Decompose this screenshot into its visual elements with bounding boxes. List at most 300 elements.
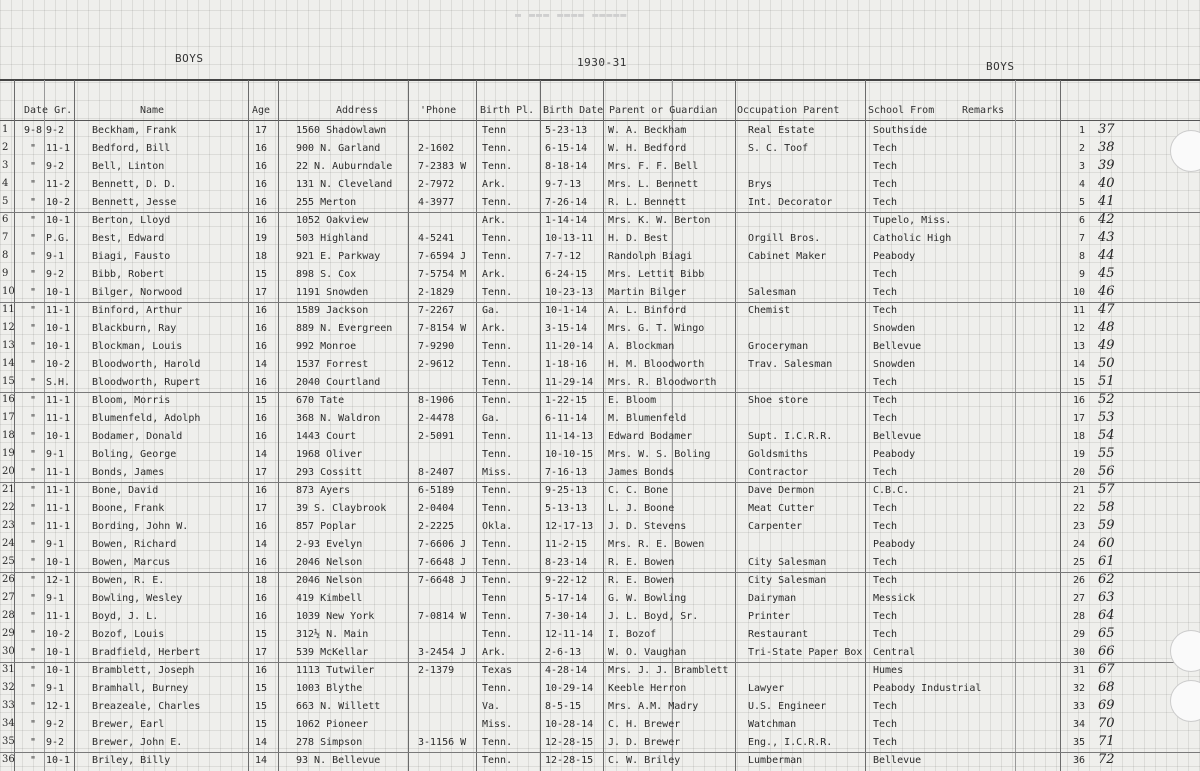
remarks-number: 9 [1078, 269, 1085, 280]
remarks-number: 26 [1072, 575, 1085, 586]
birth-place-cell: Tenn. [482, 737, 513, 748]
birth-place-cell: Tenn. [482, 449, 513, 460]
row-number: 29 [2, 628, 15, 639]
row-number: 18 [2, 430, 15, 441]
row-number: 2 [2, 142, 9, 153]
row-number: 5 [2, 196, 9, 207]
birth-date-cell: 10-23-13 [545, 287, 594, 298]
grade-cell: 10-1 [46, 323, 71, 334]
birth-place-cell: Miss. [482, 719, 513, 730]
birth-date-cell: 11-29-14 [545, 377, 594, 388]
occupation-cell: Goldsmiths [748, 449, 809, 460]
school-cell: Tech [873, 377, 898, 388]
row-number: 7 [2, 232, 9, 243]
birth-date-cell: 5-17-14 [545, 593, 588, 604]
parent-cell: A. L. Binford [608, 305, 687, 316]
name-cell: Bowling, Wesley [92, 593, 183, 604]
date-cell: " [29, 179, 37, 190]
parent-cell: J. L. Boyd, Sr. [608, 611, 699, 622]
parent-cell: Mrs. A.M. Madry [608, 701, 699, 712]
age-cell: 16 [255, 557, 268, 568]
age-cell: 16 [255, 485, 268, 496]
occupation-cell: Chemist [748, 305, 791, 316]
column-header-school-from: School From [868, 105, 935, 116]
handwritten-number: 37 [1098, 122, 1115, 137]
date-cell: " [29, 575, 37, 586]
date-cell: " [29, 647, 37, 658]
date-cell: " [29, 287, 37, 298]
row-number: 25 [2, 556, 15, 567]
birth-place-cell: Tenn. [482, 431, 513, 442]
address-cell: 22 N. Auburndale [296, 161, 393, 172]
address-cell: 278 Simpson [296, 737, 363, 748]
school-cell: Bellevue [873, 755, 922, 766]
header-rule [0, 120, 1200, 121]
column-header-occupation-parent: Occupation Parent [737, 105, 840, 116]
row-number: 31 [2, 664, 15, 675]
school-cell: C.B.C. [873, 485, 910, 496]
grade-cell: 11-1 [46, 485, 71, 496]
birth-place-cell: Tenn [482, 593, 507, 604]
name-cell: Briley, Billy [92, 755, 171, 766]
parent-cell: W. O. Vaughan [608, 647, 687, 658]
phone-cell: 2-4478 [418, 413, 455, 424]
birth-place-cell: Tenn. [482, 251, 513, 262]
address-cell: 1191 Snowden [296, 287, 369, 298]
school-cell: Tech [873, 611, 898, 622]
grade-cell: 11-1 [46, 521, 71, 532]
birth-date-cell: 7-30-14 [545, 611, 588, 622]
age-cell: 15 [255, 629, 268, 640]
remarks-number: 27 [1072, 593, 1085, 604]
handwritten-number: 71 [1098, 734, 1115, 749]
table-row [0, 752, 1200, 770]
address-cell: 992 Monroe [296, 341, 357, 352]
parent-cell: Randolph Biagi [608, 251, 693, 262]
parent-cell: Mrs. J. J. Bramblett [608, 665, 729, 676]
row-number: 15 [2, 376, 15, 387]
birth-date-cell: 12-28-15 [545, 755, 594, 766]
grade-cell: 10-1 [46, 665, 71, 676]
remarks-number: 24 [1072, 539, 1085, 550]
age-cell: 16 [255, 305, 268, 316]
handwritten-number: 53 [1098, 410, 1115, 425]
remarks-number: 29 [1072, 629, 1085, 640]
row-number: 13 [2, 340, 15, 351]
school-cell: Bellevue [873, 341, 922, 352]
occupation-cell: City Salesman [748, 575, 827, 586]
phone-cell: 2-2225 [418, 521, 455, 532]
date-cell: " [29, 377, 37, 388]
phone-cell: 2-9612 [418, 359, 455, 370]
date-cell: " [29, 269, 37, 280]
occupation-cell: Eng., I.C.R.R. [748, 737, 833, 748]
address-cell: 1537 Forrest [296, 359, 369, 370]
phone-cell: 7-9290 [418, 341, 455, 352]
grade-cell: 10-1 [46, 755, 71, 766]
parent-cell: Mrs. Lettit Bibb [608, 269, 705, 280]
parent-cell: R. E. Bowen [608, 575, 675, 586]
remarks-number: 8 [1078, 251, 1085, 262]
parent-cell: H. D. Best [608, 233, 669, 244]
grade-cell: 10-1 [46, 215, 71, 226]
phone-cell: 2-1829 [418, 287, 455, 298]
age-cell: 15 [255, 395, 268, 406]
row-number: 4 [2, 178, 9, 189]
address-cell: 1039 New York [296, 611, 375, 622]
date-cell: " [29, 449, 37, 460]
school-cell: Tech [873, 701, 898, 712]
age-cell: 16 [255, 179, 268, 190]
age-cell: 14 [255, 359, 268, 370]
name-cell: Bording, John W. [92, 521, 189, 532]
occupation-cell: Orgill Bros. [748, 233, 821, 244]
birth-date-cell: 6-15-14 [545, 143, 588, 154]
phone-cell: 2-5091 [418, 431, 455, 442]
handwritten-number: 48 [1098, 320, 1115, 335]
school-cell: Peabody [873, 449, 916, 460]
birth-date-cell: 10-28-14 [545, 719, 594, 730]
phone-cell: 7-6606 J [418, 539, 467, 550]
birth-place-cell: Okla. [482, 521, 513, 532]
name-cell: Bonds, James [92, 467, 165, 478]
birth-place-cell: Ga. [482, 413, 501, 424]
occupation-cell: Dairyman [748, 593, 797, 604]
school-cell: Tech [873, 413, 898, 424]
address-cell: 670 Tate [296, 395, 345, 406]
table-row [0, 428, 1200, 446]
table-row [0, 230, 1200, 248]
table-row [0, 338, 1200, 356]
school-cell: Catholic High [873, 233, 952, 244]
school-cell: Tech [873, 629, 898, 640]
row-number: 8 [2, 250, 9, 261]
row-number: 22 [2, 502, 15, 513]
table-row [0, 608, 1200, 626]
school-cell: Snowden [873, 359, 916, 370]
grade-cell: 10-1 [46, 431, 71, 442]
school-cell: Tech [873, 179, 898, 190]
handwritten-number: 57 [1098, 482, 1115, 497]
phone-cell: 7-8154 W [418, 323, 467, 334]
school-cell: Tech [873, 575, 898, 586]
table-row [0, 626, 1200, 644]
row-number: 20 [2, 466, 15, 477]
date-cell: " [29, 593, 37, 604]
address-cell: 39 S. Claybrook [296, 503, 387, 514]
date-cell: " [29, 557, 37, 568]
name-cell: Bennett, Jesse [92, 197, 177, 208]
remarks-number: 14 [1072, 359, 1085, 370]
birth-place-cell: Tenn. [482, 161, 513, 172]
birth-date-cell: 2-6-13 [545, 647, 582, 658]
occupation-cell: Int. Decorator [748, 197, 833, 208]
grade-cell: 10-1 [46, 557, 71, 568]
name-cell: Binford, Arthur [92, 305, 183, 316]
date-cell: " [29, 737, 37, 748]
age-cell: 16 [255, 377, 268, 388]
birth-date-cell: 9-25-13 [545, 485, 588, 496]
remarks-number: 6 [1078, 215, 1085, 226]
school-cell: Peabody Industrial [873, 683, 982, 694]
row-number: 24 [2, 538, 15, 549]
age-cell: 16 [255, 521, 268, 532]
birth-date-cell: 10-29-14 [545, 683, 594, 694]
school-cell: Tech [873, 737, 898, 748]
grade-cell: 10-1 [46, 341, 71, 352]
address-cell: 2046 Nelson [296, 575, 363, 586]
table-row [0, 536, 1200, 554]
date-cell: " [29, 233, 37, 244]
date-cell: " [29, 611, 37, 622]
birth-place-cell: Tenn. [482, 377, 513, 388]
birth-place-cell: Tenn. [482, 575, 513, 586]
school-cell: Bellevue [873, 431, 922, 442]
date-cell: " [29, 683, 37, 694]
occupation-cell: S. C. Toof [748, 143, 809, 154]
table-row [0, 320, 1200, 338]
occupation-cell: Lawyer [748, 683, 785, 694]
birth-date-cell: 10-13-11 [545, 233, 594, 244]
name-cell: Bramblett, Joseph [92, 665, 195, 676]
name-cell: Bilger, Norwood [92, 287, 183, 298]
handwritten-number: 59 [1098, 518, 1115, 533]
birth-place-cell: Tenn. [482, 341, 513, 352]
age-cell: 16 [255, 413, 268, 424]
grade-cell: 11-1 [46, 611, 71, 622]
remarks-number: 16 [1072, 395, 1085, 406]
name-cell: Blockman, Louis [92, 341, 183, 352]
school-cell: Tech [873, 521, 898, 532]
age-cell: 16 [255, 341, 268, 352]
date-cell: " [29, 467, 37, 478]
handwritten-number: 49 [1098, 338, 1115, 353]
handwritten-number: 68 [1098, 680, 1115, 695]
phone-cell: 7-0814 W [418, 611, 467, 622]
remarks-number: 35 [1072, 737, 1085, 748]
address-cell: 873 Ayers [296, 485, 351, 496]
parent-cell: E. Bloom [608, 395, 657, 406]
birth-date-cell: 11-20-14 [545, 341, 594, 352]
address-cell: 312½ N. Main [296, 629, 369, 640]
table-row [0, 500, 1200, 518]
birth-date-cell: 10-1-14 [545, 305, 588, 316]
row-number: 35 [2, 736, 15, 747]
birth-place-cell: Tenn. [482, 359, 513, 370]
address-cell: 1968 Oliver [296, 449, 363, 460]
remarks-number: 23 [1072, 521, 1085, 532]
table-row [0, 266, 1200, 284]
table-row [0, 176, 1200, 194]
parent-cell: I. Bozof [608, 629, 657, 640]
parent-cell: Mrs. R. E. Bowen [608, 539, 705, 550]
school-cell: Tech [873, 269, 898, 280]
row-number: 21 [2, 484, 15, 495]
occupation-cell: Watchman [748, 719, 797, 730]
parent-cell: Mrs. K. W. Berton [608, 215, 711, 226]
phone-cell: 2-1602 [418, 143, 455, 154]
handwritten-number: 66 [1098, 644, 1115, 659]
birth-place-cell: Tenn. [482, 287, 513, 298]
age-cell: 15 [255, 719, 268, 730]
birth-date-cell: 1-14-14 [545, 215, 588, 226]
row-number: 27 [2, 592, 15, 603]
phone-cell: 2-0404 [418, 503, 455, 514]
address-cell: 663 N. Willett [296, 701, 381, 712]
column-header-age: Age [252, 105, 271, 116]
parent-cell: Edward Bodamer [608, 431, 693, 442]
birth-date-cell: 7-26-14 [545, 197, 588, 208]
birth-date-cell: 6-11-14 [545, 413, 588, 424]
bleed-through-text: ▬ ▬▬▬ ▬▬▬▬ ▬▬▬▬▬ [515, 10, 628, 21]
date-cell: " [29, 143, 37, 154]
name-cell: Bell, Linton [92, 161, 165, 172]
row-number: 9 [2, 268, 9, 279]
address-cell: 1443 Court [296, 431, 357, 442]
parent-cell: C. H. Brewer [608, 719, 681, 730]
header-center-label: 1930-31 [577, 56, 627, 69]
row-number: 26 [2, 574, 15, 585]
school-cell: Peabody [873, 251, 916, 262]
handwritten-number: 47 [1098, 302, 1115, 317]
remarks-number: 20 [1072, 467, 1085, 478]
grade-cell: 11-1 [46, 467, 71, 478]
row-number: 14 [2, 358, 15, 369]
age-cell: 14 [255, 539, 268, 550]
birth-date-cell: 5-23-13 [545, 125, 588, 136]
name-cell: Bibb, Robert [92, 269, 165, 280]
date-cell: " [29, 665, 37, 676]
row-number: 36 [2, 754, 15, 765]
date-cell: " [29, 215, 37, 226]
birth-place-cell: Ark. [482, 269, 507, 280]
phone-cell: 7-6648 J [418, 575, 467, 586]
remarks-number: 36 [1072, 755, 1085, 766]
row-number: 23 [2, 520, 15, 531]
grade-cell: 10-2 [46, 629, 71, 640]
address-cell: 2-93 Evelyn [296, 539, 363, 550]
parent-cell: R. L. Bennett [608, 197, 687, 208]
date-cell: " [29, 413, 37, 424]
table-row [0, 662, 1200, 680]
birth-date-cell: 12-17-13 [545, 521, 594, 532]
remarks-number: 13 [1072, 341, 1085, 352]
name-cell: Berton, Lloyd [92, 215, 171, 226]
school-cell: Humes [873, 665, 904, 676]
grade-cell: 11-2 [46, 179, 71, 190]
date-cell: " [29, 251, 37, 262]
phone-cell: 2-7972 [418, 179, 455, 190]
column-header-address: Address [336, 105, 379, 116]
birth-place-cell: Va. [482, 701, 501, 712]
remarks-number: 21 [1072, 485, 1085, 496]
handwritten-number: 58 [1098, 500, 1115, 515]
parent-cell: G. W. Bowling [608, 593, 687, 604]
grade-cell: 9-1 [46, 683, 65, 694]
school-cell: Tech [873, 197, 898, 208]
grade-cell: S.H. [46, 377, 71, 388]
parent-cell: R. E. Bowen [608, 557, 675, 568]
address-cell: 857 Poplar [296, 521, 357, 532]
birth-place-cell: Tenn. [482, 395, 513, 406]
row-number: 30 [2, 646, 15, 657]
parent-cell: Mrs. F. F. Bell [608, 161, 699, 172]
parent-cell: J. D. Brewer [608, 737, 681, 748]
name-cell: Boling, George [92, 449, 177, 460]
table-row [0, 644, 1200, 662]
remarks-number: 30 [1072, 647, 1085, 658]
date-cell: " [29, 359, 37, 370]
table-row [0, 518, 1200, 536]
address-cell: 131 N. Cleveland [296, 179, 393, 190]
address-cell: 1113 Tutwiler [296, 665, 375, 676]
handwritten-number: 52 [1098, 392, 1115, 407]
occupation-cell: Supt. I.C.R.R. [748, 431, 833, 442]
handwritten-number: 61 [1098, 554, 1115, 569]
age-cell: 19 [255, 233, 268, 244]
row-number: 34 [2, 718, 15, 729]
name-cell: Bozof, Louis [92, 629, 165, 640]
school-cell: Tech [873, 467, 898, 478]
age-cell: 16 [255, 665, 268, 676]
occupation-cell: U.S. Engineer [748, 701, 827, 712]
table-row [0, 302, 1200, 320]
handwritten-number: 65 [1098, 626, 1115, 641]
handwritten-number: 41 [1098, 194, 1115, 209]
address-cell: 2046 Nelson [296, 557, 363, 568]
age-cell: 16 [255, 215, 268, 226]
row-number: 32 [2, 682, 15, 693]
birth-place-cell: Tenn [482, 125, 507, 136]
name-cell: Blackburn, Ray [92, 323, 177, 334]
row-number: 1 [2, 124, 9, 135]
remarks-number: 31 [1072, 665, 1085, 676]
handwritten-number: 64 [1098, 608, 1115, 623]
table-row [0, 140, 1200, 158]
age-cell: 16 [255, 197, 268, 208]
parent-cell: James Bonds [608, 467, 675, 478]
address-cell: 93 N. Bellevue [296, 755, 381, 766]
name-cell: Bowen, Marcus [92, 557, 171, 568]
birth-date-cell: 6-24-15 [545, 269, 588, 280]
birth-date-cell: 10-10-15 [545, 449, 594, 460]
occupation-cell: Tri-State Paper Box [748, 647, 863, 658]
handwritten-number: 69 [1098, 698, 1115, 713]
column-header-parent-guardian: Parent or Guardian [609, 105, 718, 116]
school-cell: Tech [873, 287, 898, 298]
date-cell: " [29, 503, 37, 514]
name-cell: Bramhall, Burney [92, 683, 189, 694]
school-cell: Tech [873, 557, 898, 568]
phone-cell: 2-1379 [418, 665, 455, 676]
date-cell: " [29, 431, 37, 442]
occupation-cell: Trav. Salesman [748, 359, 833, 370]
table-row [0, 698, 1200, 716]
name-cell: Bowen, R. E. [92, 575, 165, 586]
birth-place-cell: Tenn. [482, 557, 513, 568]
phone-cell: 7-6594 J [418, 251, 467, 262]
age-cell: 14 [255, 449, 268, 460]
table-row [0, 158, 1200, 176]
parent-cell: M. Blumenfeld [608, 413, 687, 424]
occupation-cell: Meat Cutter [748, 503, 815, 514]
remarks-number: 7 [1078, 233, 1085, 244]
birth-date-cell: 9-7-13 [545, 179, 582, 190]
name-cell: Boone, Frank [92, 503, 165, 514]
age-cell: 17 [255, 647, 268, 658]
birth-date-cell: 1-18-16 [545, 359, 588, 370]
occupation-cell: Groceryman [748, 341, 809, 352]
